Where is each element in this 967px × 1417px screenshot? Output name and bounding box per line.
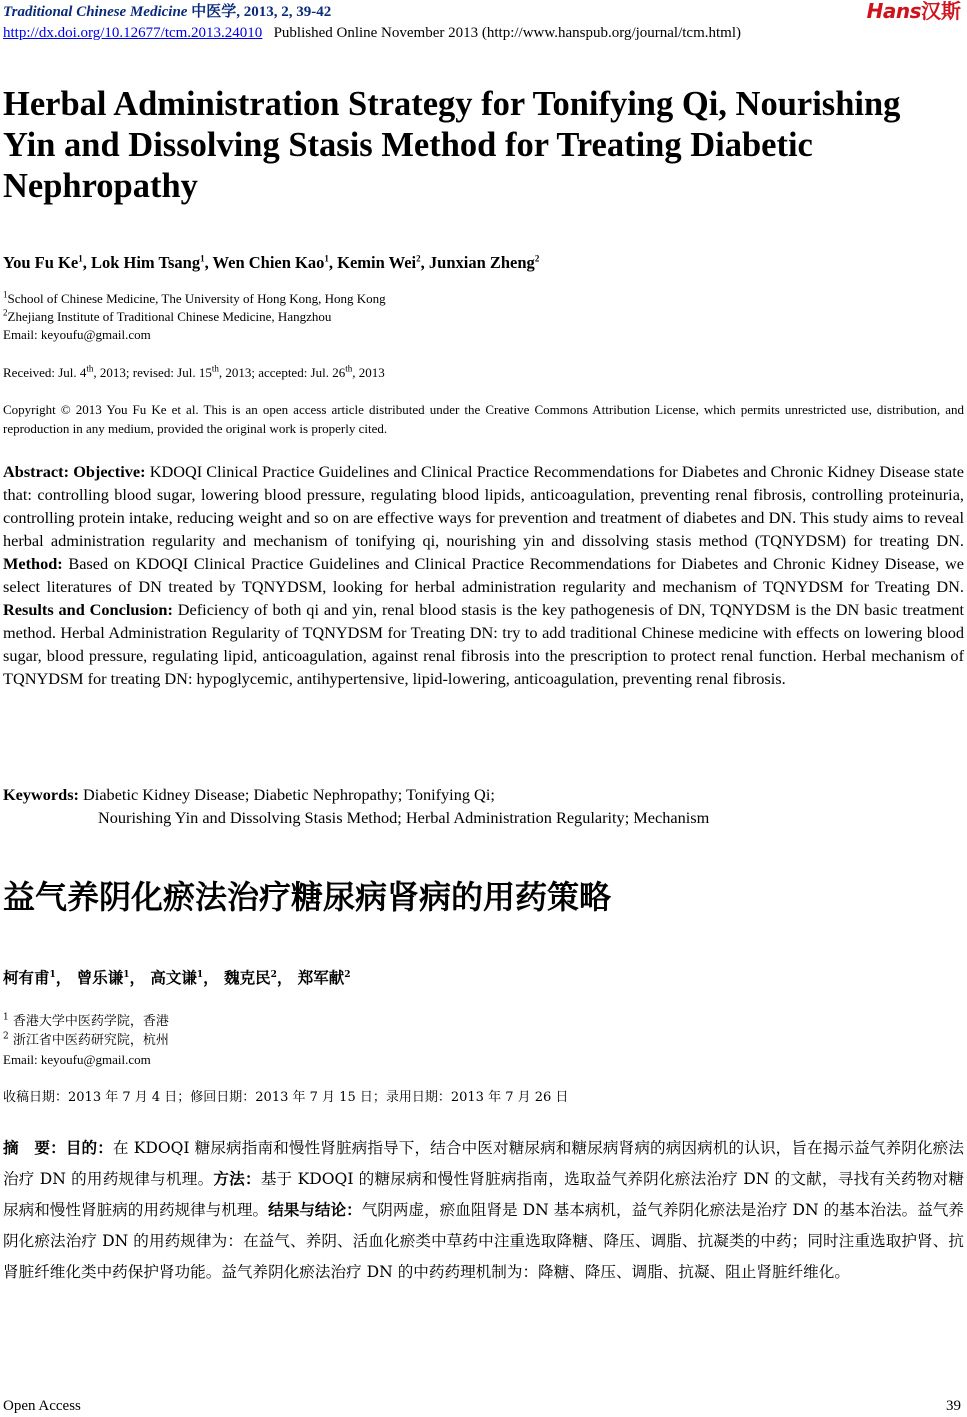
copyright-notice: Copyright © 2013 You Fu Ke et al. This is an open access article distributed under the Creative Commons Attribution License, which permits unrestricted use, distribution, and reproduction in any medium, provided the original work is properly cited. <box>3 402 964 436</box>
affiliation: $^2$ 浙江省中医药研究院，杭州 <box>3 1031 169 1048</box>
abstract-objective: 在 KDOQI 糖尿病指南和慢性肾脏病指导下，结合中医对糖尿病和糖尿病肾病的病因病机的认识，旨在揭示益气养阴化瘀法治疗 DN 的用药规律与机理。 <box>3 1139 964 1188</box>
paper-title-cn: 益气养阴化瘀法治疗糖尿病肾病的用药策略 <box>3 878 612 916</box>
author-list-cn: 柯有甫$^1$， 曾乐谦$^1$， 高文谦$^1$， 魏克民$^2$， 郑军献$^2$ <box>3 968 351 987</box>
logo-cn: 汉斯 <box>921 0 961 23</box>
affiliation: $^1$ 香港大学中医药学院，香港 <box>3 1012 169 1029</box>
abstract-en: Abstract: Objective: KDOQI Clinical Practice Guidelines and Clinical Practice Recommendations for Diabetes and Chronic Kidney Disease state that: controlling blood sugar, lowering blood pressure, regulating blood lipids, anticoagulation, preventing renal fibrosis, controlling proteinuria, controlling protein intake, reducing weight and so on are effective ways for prevention and treatment of diabetes and DN. This study aims to reveal herbal administration regularity and mechanism of tonifying qi, nourishing yin and dissolving stasis method (TQNYDSM) for treating DN. Method: Based on KDOQI Clinical Practice Guidelines and Clinical Practice Recommendations for Diabetes and Chronic Kidney Disease, we select literatures of DN treated by TQNYDSM, looking for herbal administration regularity and mechanism of TQNYDSM for Treating DN. Results and Conclusion: Deficiency of both qi and yin, renal blood stasis is the key pathogenesis of DN, TQNYDSM is the DN basic treatment method. Herbal Administration Regularity of TQNYDSM for Treating DN: try to add traditional Chinese medicine with effects on lowering blood sugar, blood pressure, regulating lipid, anticoagulation, against renal fibrosis into the prescription to protect renal function. Herbal mechanism of TQNYDSM for treating DN: hypoglycemic, antihypertensive, lipid-lowering, anticoagulation, preventing renal fibrosis. <box>3 462 964 688</box>
author: Lok Him Tsang$^1$ <box>90 253 205 272</box>
author: 魏克民$^2$ <box>224 968 277 987</box>
logo-latin: Hans <box>866 0 921 23</box>
affiliations-en <box>3 290 386 344</box>
email: Email: keyoufu@gmail.com <box>3 1052 151 1067</box>
dates-en: Received: Jul. 4th, 2013; revised: Jul. 15th, 2013; accepted: Jul. 26th, 2013 <box>3 363 385 380</box>
author: Junxian Zheng$^2$ <box>428 253 540 272</box>
affiliation: $^2$Zhejiang Institute of Traditional Chinese Medicine, Hangzhou <box>3 307 332 324</box>
author: 高文谦$^1$ <box>150 968 204 987</box>
author: Kemin Wei$^2$ <box>337 253 421 272</box>
publisher-logo <box>867 0 961 22</box>
author: You Fu Ke$^1$ <box>3 253 83 272</box>
email: Email: keyoufu@gmail.com <box>3 327 151 342</box>
doi-line <box>3 24 741 42</box>
author: 柯有甫$^1$ <box>3 968 56 987</box>
author: 郑军献$^2$ <box>297 968 351 987</box>
footer-open-access: Open Access <box>3 1398 81 1414</box>
doi-link[interactable]: http://dx.doi.org/10.12677/tcm.2013.24010 <box>3 25 263 41</box>
author: Wen Chien Kao$^1$ <box>212 253 329 272</box>
author: 曾乐谦$^1$ <box>76 968 130 987</box>
paper-title-en: Herbal Administration Strategy for Tonifying Qi, Nourishing Yin and Dissolving Stasis Method for Treating Diabetic Nephropathy <box>3 85 901 205</box>
abstract-method: Based on KDOQI Clinical Practice Guidelines and Clinical Practice Recommendations for Diabetes and Chronic Kidney Disease, we select literatures of DN treated by TQNYDSM, looking for herbal administration regularity and mechanism of TQNYDSM for Treating DN. <box>3 554 964 596</box>
keywords-en: Keywords: Diabetic Kidney Disease; Diabetic Nephropathy; Tonifying Qi; Nourishing Yin and Dissolving Stasis Method; Herbal Administration Regularity; Mechanism <box>3 785 710 827</box>
abstract-results: Deficiency of both qi and yin, renal blood stasis is the key pathogenesis of DN, TQNYDSM is the DN basic treatment method. Herbal Administration Regularity of TQNYDSM for Treating DN: try to add traditional Chinese medicine with effects on lowering blood sugar, blood pressure, regulating lipid, anticoagulation, against renal fibrosis into the prescription to protect renal function. Herbal mechanism of TQNYDSM for treating DN: hypoglycemic, antihypertensive, lipid-lowering, anticoagulation, preventing renal fibrosis. <box>3 600 964 688</box>
journal-name: Traditional Chinese Medicine <box>3 4 188 20</box>
abstract-cn: 摘 要：目的：在 KDOQI 糖尿病指南和慢性肾脏病指导下，结合中医对糖尿病和糖尿病肾病的病因病机的认识，旨在揭示益气养阴化瘀法治疗 DN 的用药规律与机理。方法：基于 KDOQI 的糖尿病和慢性肾脏病指南，选取益气养阴化瘀法治疗 DN 的文献，寻找有关药物对糖尿病和慢性肾脏病的用药规律与机理。结果与结论：气阴两虚，瘀血阻肾是 DN 基本病机，益气养阴化瘀法是治疗 DN 的基本治法。益气养阴化瘀法治疗 DN 的用药规律为：在益气、养阴、活血化瘀类中草药中注重选取降糖、降压、调脂、抗凝类的中药；同时注重选取护肾、抗肾脏纤维化类中药保护肾功能。益气养阴化瘀法治疗 DN 的中药药理机制为：降糖、降压、调脂、抗凝、阻止肾脏纤维化。 <box>3 1139 964 1281</box>
published-online: Published Online November 2013 (http://www.hanspub.org/journal/tcm.html) <box>273 25 742 41</box>
affiliation: $^1$School of Chinese Medicine, The University of Hong Kong, Hong Kong <box>3 289 386 306</box>
abstract-results: 气阴两虚，瘀血阻肾是 DN 基本病机，益气养阴化瘀法是治疗 DN 的基本治法。益气养阴化瘀法治疗 DN 的用药规律为：在益气、养阴、活血化瘀类中草药中注重选取降糖、降压、调脂、抗凝类的中药；同时注重选取护肾、抗肾脏纤维化类中药保护肾功能。益气养阴化瘀法治疗 DN 的中药药理机制为：降糖、降压、调脂、抗凝、阻止肾脏纤维化。 <box>3 1201 964 1281</box>
journal-cn-citation: 中医学, 2013, 2, 39-42 <box>191 4 332 20</box>
abstract-method: 基于 KDOQI 的糖尿病和慢性肾脏病指南，选取益气养阴化瘀法治疗 DN 的文献，寻找有关药物对糖尿病和慢性肾脏病的用药规律与机理。 <box>3 1170 964 1219</box>
author-list-en: You Fu Ke$^1$, Lok Him Tsang$^1$, Wen Chien Kao$^1$, Kemin Wei$^2$, Junxian Zheng$^2$ <box>3 253 540 272</box>
journal-header <box>3 3 331 21</box>
abstract-objective: KDOQI Clinical Practice Guidelines and Clinical Practice Recommendations for Diabetes and Chronic Kidney Disease state that: controlling blood sugar, lowering blood pressure, regulating blood lipids, anticoagulation, preventing renal fibrosis, controlling proteinuria, controlling protein intake, reducing weight and so on are effective ways for prevention and treatment of diabetes and DN. This study aims to reveal herbal administration regularity and mechanism of tonifying qi, nourishing yin and dissolving stasis method (TQNYDSM) for treating DN. <box>3 462 964 550</box>
affiliations-cn <box>3 1012 169 1069</box>
dates-cn: 收稿日期：2013 年 7 月 4 日；修回日期：2013 年 7 月 15 日；录用日期：2013 年 7 月 26 日 <box>3 1090 569 1105</box>
page-number: 39 <box>946 1398 961 1414</box>
